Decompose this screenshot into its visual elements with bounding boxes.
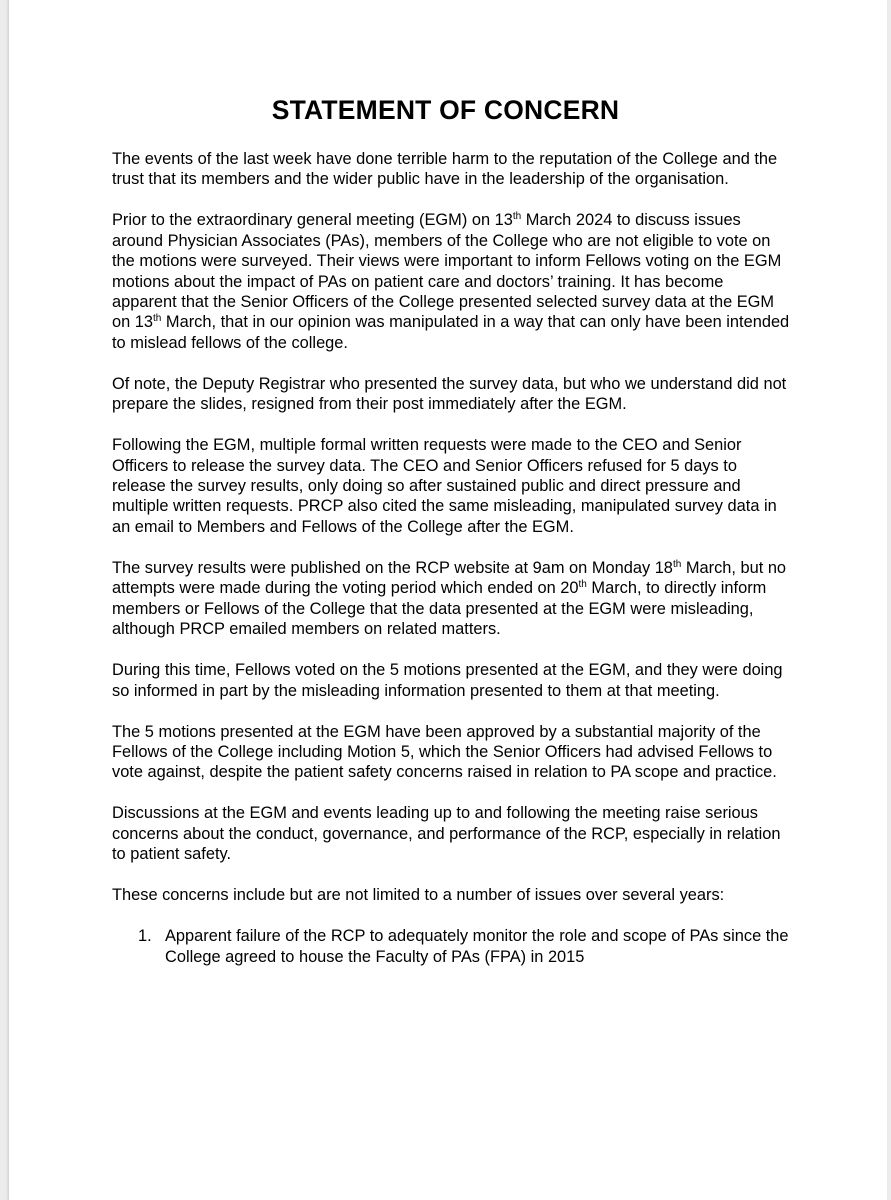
- superscript: th: [153, 313, 162, 325]
- text-run: March 2024 to discuss issues around Physician Associates (PAs), members of the College who are not eligible to vote on the motions were surveyed. Their views were important to inform Fellows voting on the EGM motions about the impact of PAs on patient care and doctors’ training. It has become apparent that the Senior Officers of the College presented selected survey data at the EGM on 13: [112, 211, 782, 332]
- text-run: Prior to the extraordinary general meeting (EGM) on 13: [112, 211, 513, 230]
- paragraph-requests: Following the EGM, multiple formal written requests were made to the CEO and Senior Officers to release the survey data. The CEO and Senior Officers refused for 5 days to release the survey results, only doing so after sustained public and direct pressure and multiple written requests. PRCP also cited the same misleading, manipulated survey data in an email to Members and Fellows of the College after the EGM.: [112, 436, 777, 536]
- paragraph-discussions: Discussions at the EGM and events leading up to and following the meeting raise serious concerns about the conduct, governance, and performance of the RCP, especially in relation to patient safety.: [112, 804, 781, 864]
- superscript: th: [578, 579, 587, 591]
- document-title: STATEMENT OF CONCERN: [271, 95, 620, 125]
- list-item-text: Apparent failure of the RCP to adequately monitor the role and scope of PAs since the College agreed to house the Faculty of PAs (FPA) in 2015: [165, 927, 789, 966]
- list-item: [112, 926, 792, 967]
- superscript: th: [512, 211, 522, 223]
- paragraph-deputy-registrar: Of note, the Deputy Registrar who presented the survey data, but who we understand did not prepare the slides, resigned from their post immediately after the EGM.: [112, 374, 787, 414]
- document-body: [112, 149, 792, 967]
- paragraph-intro: The events of the last week have done terrible harm to the reputation of the College and the trust that its members and the wider public have in the leadership of the organisation.: [112, 150, 778, 189]
- paragraph-voting: During this time, Fellows voted on the 5 motions presented at the EGM, and they were doing so informed in part by the misleading information presented to them at that meeting.: [112, 661, 783, 700]
- superscript: th: [672, 558, 682, 570]
- paragraph-egm-survey: [112, 210, 792, 353]
- list-item-number: 1.: [138, 927, 152, 946]
- text-run: March, but no attempts were made during the voting period which ended on 20: [112, 558, 787, 598]
- text-run: March, that in our opinion was manipulated in a way that can only have been intended to mislead fellows of the college.: [112, 313, 790, 352]
- concerns-list: [112, 926, 792, 967]
- paragraph-concerns-intro: These concerns include but are not limited to a number of issues over several years:: [112, 886, 725, 905]
- paragraph-survey-results: [112, 558, 792, 640]
- text-run: The survey results were published on the RCP website at 9am on Monday 18: [112, 558, 673, 577]
- text-run: March, to directly inform members or Fellows of the College that the data presented at the EGM were misleading, although PRCP emailed members on related matters.: [112, 579, 767, 639]
- paragraph-motions: The 5 motions presented at the EGM have been approved by a substantial majority of the Fellows of the College including Motion 5, which the Senior Officers had advised Fellows to vote against, despite the patient safety concerns raised in relation to PA scope and practice.: [112, 722, 777, 782]
